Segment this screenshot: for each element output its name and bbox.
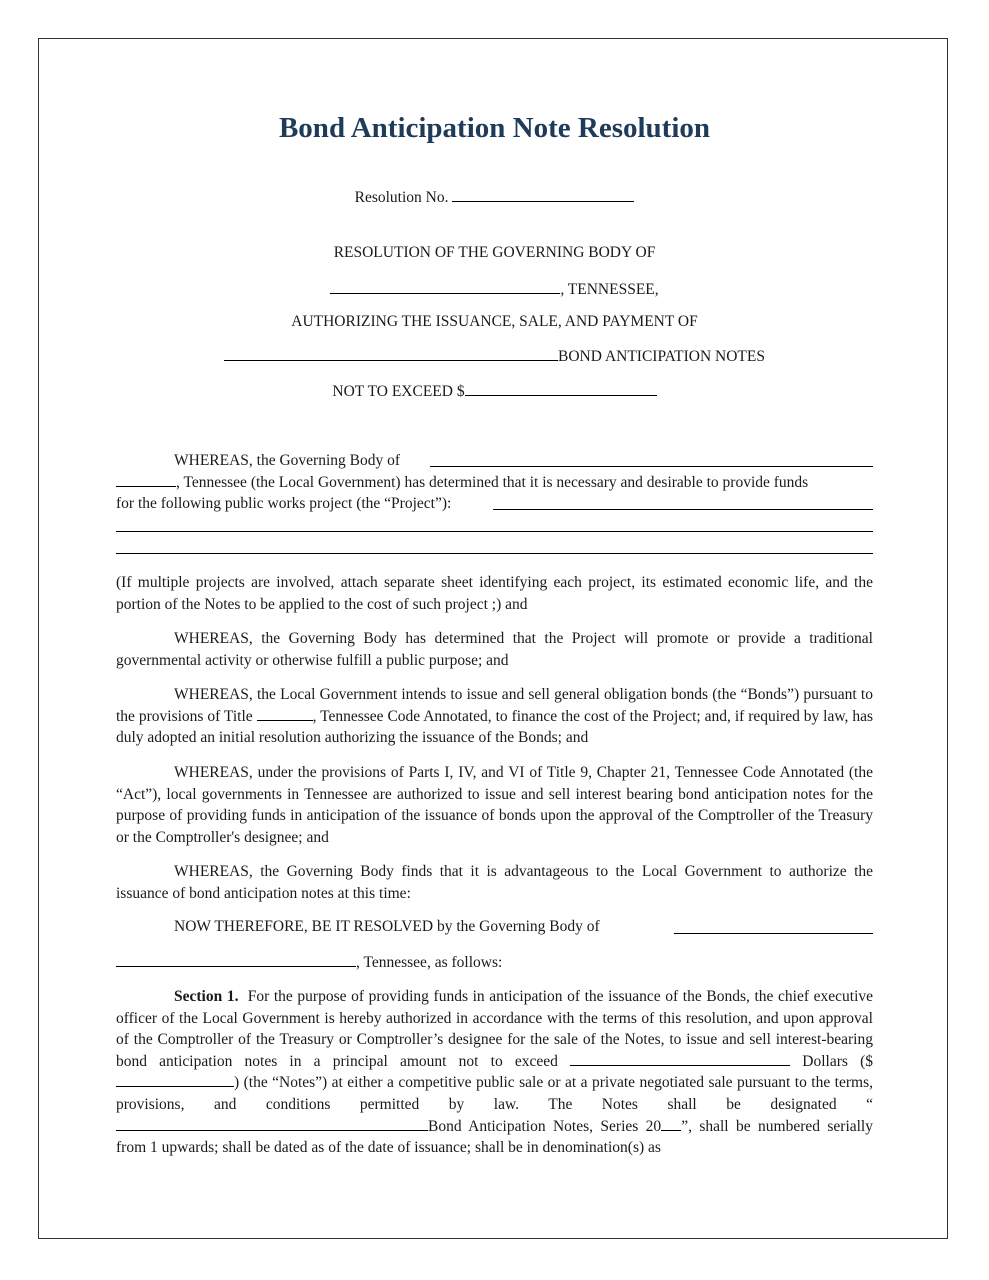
whereas-2-text: WHEREAS, the Governing Body has determined that the Project will promote or provide a traditional governmental activity or otherwise fulfill a public purpose; and xyxy=(116,630,873,669)
whereas-2 xyxy=(116,628,873,671)
county-blank[interactable] xyxy=(116,473,176,487)
resolved-line-1 xyxy=(174,918,600,936)
section-1-text-b: Dollars ($ xyxy=(802,1052,874,1070)
whereas-5-text: WHEREAS, the Governing Body finds that it is advantageous to the Local Government to authorize the issuance of bond anticipation notes at this time: xyxy=(116,863,873,902)
whereas-4 xyxy=(116,762,873,848)
resolution-number-line xyxy=(0,188,989,207)
not-to-exceed-blank[interactable] xyxy=(465,382,657,396)
project-blank-2[interactable] xyxy=(116,531,873,532)
notes-name-blank[interactable] xyxy=(224,347,558,361)
resolved-line-2 xyxy=(116,953,502,972)
government-name-blank[interactable] xyxy=(330,280,560,294)
resolution-number-blank[interactable] xyxy=(452,188,634,202)
project-blank-1[interactable] xyxy=(493,509,873,510)
section-1-text-c: ) (the “Notes”) at either a competitive public sale or at a private negotiated sale pursuant to the terms, provisions, and conditions permitted by law. The Notes shall be designated “ xyxy=(116,1074,873,1113)
resolution-number-label: Resolution No. xyxy=(354,189,449,206)
heading-line-2-text: , TENNESSEE, xyxy=(560,281,659,298)
heading-line-1: RESOLUTION OF THE GOVERNING BODY OF xyxy=(333,244,656,261)
whereas-3-text-b: , Tennessee Code Annotated, to finance the cost of the Project; and, if required by law, has duly adopted an initial resolution authorizing the issuance of the Bonds; and xyxy=(116,707,874,747)
section-1-text-a: For the purpose of providing funds in anticipation of the issuance of the Bonds, the chief executive officer of the Local Government is hereby authorized in accordance with the terms of this resolution, and upon approval of the Comptroller of the Treasury or Comptroller’s designee for the sale of the Notes, to issue and sell interest-bearing bond anticipation notes in a principal amount not to exceed xyxy=(116,988,874,1070)
heading-line-3: AUTHORIZING THE ISSUANCE, SALE, AND PAYMENT OF xyxy=(291,313,698,330)
governing-body-blank[interactable] xyxy=(430,466,873,467)
heading-line-5-text: NOT TO EXCEED $ xyxy=(332,383,465,400)
section-1-text-e: ”, shall be numbered serially from 1 upwards; shall be dated as of the date of issuance; shall be in denomination(s) as xyxy=(116,1117,873,1157)
whereas-1-text-b: , Tennessee (the Local Government) has determined that it is necessary and desirable to provide funds xyxy=(176,474,809,491)
principal-amount-blank[interactable] xyxy=(116,1073,234,1087)
principal-words-blank[interactable] xyxy=(570,1052,790,1066)
resolved-suffix-text: , Tennessee, as follows: xyxy=(356,954,503,971)
document-title: Bond Anticipation Note Resolution xyxy=(278,112,711,144)
heading-line-5 xyxy=(0,382,989,401)
section-1-label: Section 1. xyxy=(174,988,239,1005)
whereas-3 xyxy=(116,684,873,749)
resolved-governing-body-blank[interactable] xyxy=(674,933,873,934)
notes-designation-blank[interactable] xyxy=(116,1117,428,1131)
heading-line-4 xyxy=(0,347,989,366)
section-1-text-d: Bond Anticipation Notes, Series 20 xyxy=(428,1117,662,1135)
whereas-5 xyxy=(116,861,873,904)
whereas-1-text-c: for the following public works project (the “Project”): xyxy=(116,495,452,512)
section-1 xyxy=(116,986,873,1159)
whereas-1-line-1 xyxy=(174,452,400,470)
whereas-1-line-3 xyxy=(116,495,451,513)
series-year-blank[interactable] xyxy=(661,1117,681,1131)
whereas-1-line-2 xyxy=(116,473,808,492)
resolved-text: NOW THEREFORE, BE IT RESOLVED by the Governing Body of xyxy=(174,918,600,935)
whereas-3-text-a: WHEREAS, the Local Government intends to issue and sell general obligation bonds (the “Bonds”) pursuant to the provisions of Title xyxy=(116,686,873,725)
multiple-projects-note: (If multiple projects are involved, attach separate sheet identifying each project, its estimated economic life, and the portion of the Notes to be applied to the cost of such project ;) and xyxy=(116,574,873,613)
whereas-1-text-a: WHEREAS, the Governing Body of xyxy=(174,452,401,469)
resolved-government-blank[interactable] xyxy=(116,953,356,967)
title-number-blank[interactable] xyxy=(257,707,313,721)
project-blank-3[interactable] xyxy=(116,553,873,554)
whereas-4-text: WHEREAS, under the provisions of Parts I, IV, and VI of Title 9, Chapter 21, Tennessee Code Annotated (the “Act”), local governments in Tennessee are authorized to issue and sell interest bearing bond anticipation notes for the purpose of providing funds in anticipation of the issuance of bonds upon the approval of the Comptroller of the Treasury or the Comptroller's designee; and xyxy=(116,764,873,846)
heading-line-2 xyxy=(0,280,989,299)
heading-line-4-text: BOND ANTICIPATION NOTES xyxy=(558,348,765,365)
